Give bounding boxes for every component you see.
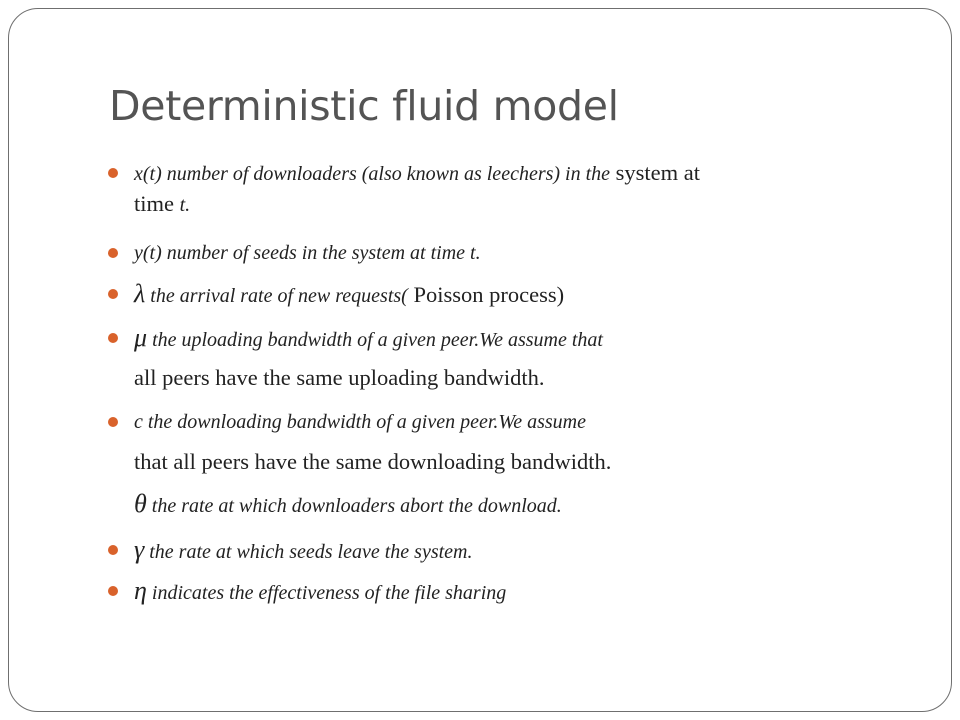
lambda-definition: the arrival rate of new requests( bbox=[145, 285, 408, 307]
c-continuation: that all peers have the same downloading bandwidth. bbox=[134, 449, 612, 474]
theta-definition: the rate at which downloaders abort the download. bbox=[146, 495, 562, 517]
bullet-dot bbox=[108, 545, 118, 555]
c-definition: c the downloading bandwidth of a given peer.We assume bbox=[134, 411, 586, 433]
eta-symbol: η bbox=[134, 576, 147, 605]
theta-symbol: θ bbox=[134, 489, 147, 518]
list-item-c bbox=[106, 407, 914, 528]
gamma-definition: the rate at which seeds leave the system. bbox=[144, 541, 473, 563]
bullet-dot bbox=[108, 289, 118, 299]
downloaders-time-var: t. bbox=[179, 194, 191, 216]
downloaders-definition: x(t) number of downloaders (also known as leechers) in the bbox=[134, 163, 611, 185]
downloaders-time-label: time bbox=[134, 191, 180, 216]
list-item-seeds bbox=[106, 238, 914, 270]
list-item-mu bbox=[106, 323, 914, 400]
lambda-definition-tail: Poisson process) bbox=[407, 282, 565, 307]
eta-definition: indicates the effectiveness of the file sharing bbox=[146, 582, 507, 604]
seeds-definition: y(t) number of seeds in the system at time t. bbox=[134, 242, 481, 264]
slide-title: Deterministic fluid model bbox=[109, 82, 619, 130]
gamma-symbol: γ bbox=[134, 535, 145, 564]
lambda-symbol: λ bbox=[134, 279, 146, 308]
bullet-dot bbox=[108, 168, 118, 178]
downloaders-definition-tail: system at bbox=[610, 160, 701, 185]
mu-definition: the uploading bandwidth of a given peer.We assume that bbox=[147, 329, 603, 351]
bullet-dot bbox=[108, 417, 118, 427]
bullet-dot bbox=[108, 586, 118, 596]
mu-continuation: all peers have the same uploading bandwidth. bbox=[134, 365, 545, 390]
list-item-downloaders bbox=[106, 158, 914, 220]
mu-symbol: μ bbox=[134, 323, 148, 352]
bullet-dot bbox=[108, 333, 118, 343]
list-item-eta bbox=[106, 576, 914, 610]
list-item-gamma bbox=[106, 535, 914, 569]
bullet-dot bbox=[108, 248, 118, 258]
list-item-lambda bbox=[106, 279, 914, 313]
